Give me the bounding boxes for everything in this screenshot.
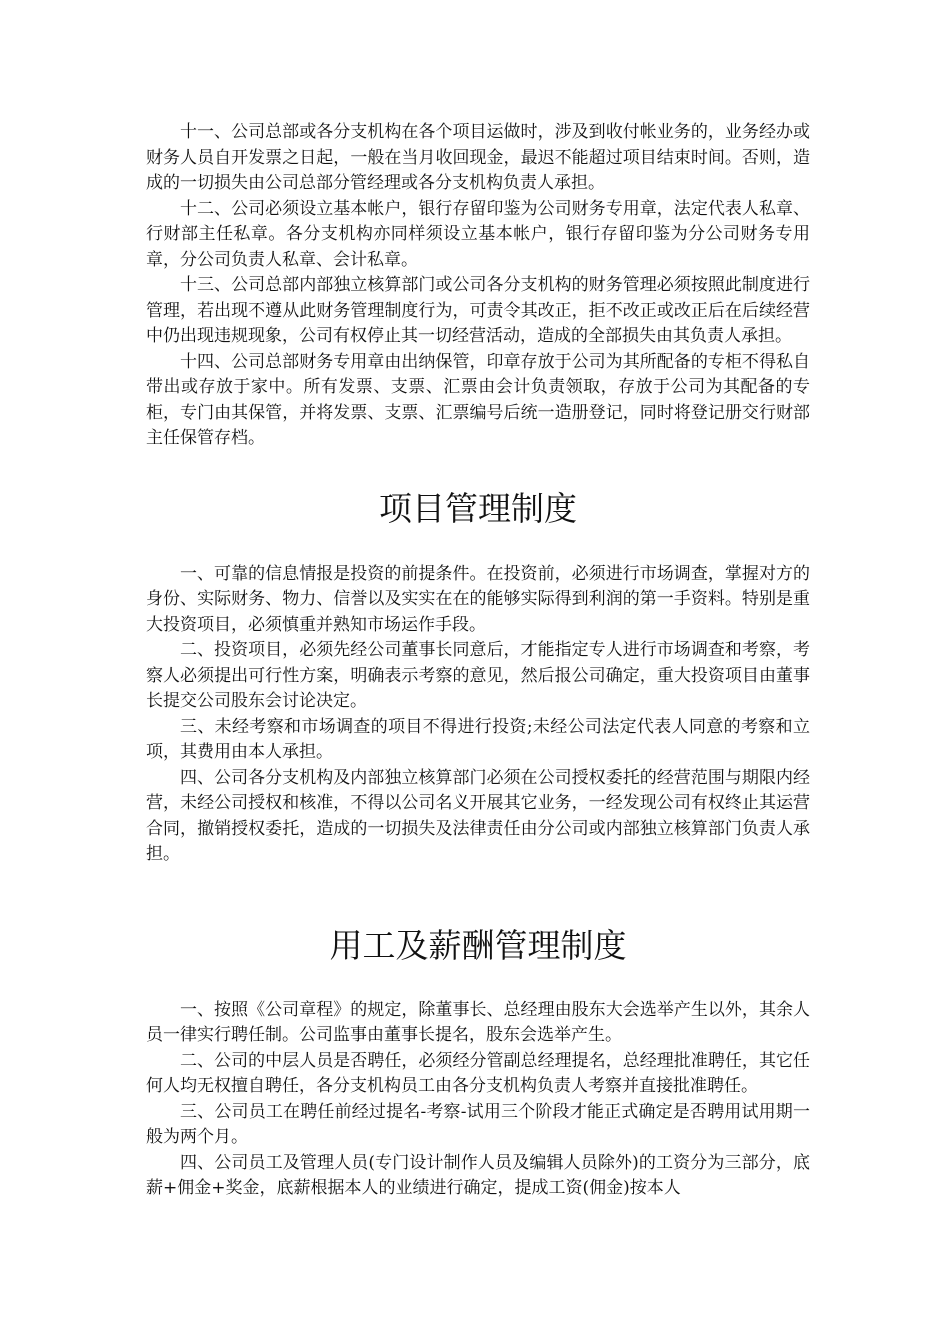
project-clause-3: 三、未经考察和市场调查的项目不得进行投资;未经公司法定代表人同意的考察和立项，其费用由本人承担。 (146, 716, 810, 762)
project-clause-1: 一、可靠的信息情报是投资的前提条件。在投资前，必须进行市场调查，掌握对方的身份、实际财务、物力、信誉以及实实在在的能够实际得到利润的第一手资料。特别是重大投资项目，必须慎重并熟知市场运作手段。 (146, 563, 810, 635)
finance-section (146, 120, 810, 452)
hr-section-title: 用工及薪酬管理制度 (329, 925, 627, 965)
finance-clause-14: 十四、公司总部财务专用章由出纳保管，印章存放于公司为其所配备的专柜不得私自带出或存放于家中。所有发票、支票、汇票由会计负责领取，存放于公司为其配备的专柜，专门由其保管，并将发票、支票、汇票编号后统一造册登记，同时将登记册交行财部主任保管存档。 (146, 351, 810, 448)
project-clause-2: 二、投资项目，必须先经公司董事长同意后，才能指定专人进行市场调查和考察，考察人必须提出可行性方案，明确表示考察的意见，然后报公司确定，重大投资项目由董事长提交公司股东会讨论决定。 (146, 640, 810, 711)
project-section-title: 项目管理制度 (379, 488, 577, 528)
finance-clause-13: 十三、公司总部内部独立核算部门或公司各分支机构的财务管理必须按照此制度进行管理，若出现不遵从此财务管理制度行为，可责令其改正，拒不改正或改正后在后续经营中仍出现违规现象，公司有权停止其一切经营活动，造成的全部损失由其负责人承担。 (146, 275, 810, 346)
hr-clause-4: 四、公司员工及管理人员(专门设计制作人员及编辑人员除外)的工资分为三部分，底薪+佣金+奖金，底薪根据本人的业绩进行确定，提成工资(佣金)按本人 (146, 1152, 810, 1198)
project-clause-4: 四、公司各分支机构及内部独立核算部门必须在公司授权委托的经营范围与期限内经营，未经公司授权和核准，不得以公司名义开展其它业务，一经发现公司有权终止其运营合同，撤销授权委托，造成的一切损失及法律责任由分公司或内部独立核算部门负责人承担。 (146, 767, 810, 864)
project-section (146, 562, 810, 868)
finance-clause-12: 十二、公司必须设立基本帐户，银行存留印鉴为公司财务专用章，法定代表人私章、行财部主任私章。各分支机构亦同样须设立基本帐户，银行存留印鉴为分公司财务专用章，分公司负责人私章、会计私章。 (146, 198, 810, 270)
document-page (146, 120, 810, 1202)
hr-clause-3: 三、公司员工在聘任前经过提名-考察-试用三个阶段才能正式确定是否聘用试用期一般为两个月。 (146, 1101, 810, 1147)
finance-clause-11: 十一、公司总部或各分支机构在各个项目运做时，涉及到收付帐业务的，业务经办或财务人员自开发票之日起，一般在当月收回现金，最迟不能超过项目结束时间。否则，造成的一切损失由公司总部分管经理或各分支机构负责人承担。 (146, 122, 810, 193)
hr-clause-1: 一、按照《公司章程》的规定，除董事长、总经理由股东大会选举产生以外，其余人员一律实行聘任制。公司监事由董事长提名，股东会选举产生。 (146, 999, 810, 1045)
hr-clause-2: 二、公司的中层人员是否聘任，必须经分管副总经理提名，总经理批准聘任，其它任何人均无权擅自聘任，各分支机构员工由各分支机构负责人考察并直接批准聘任。 (146, 1050, 810, 1096)
hr-section (146, 998, 810, 1202)
